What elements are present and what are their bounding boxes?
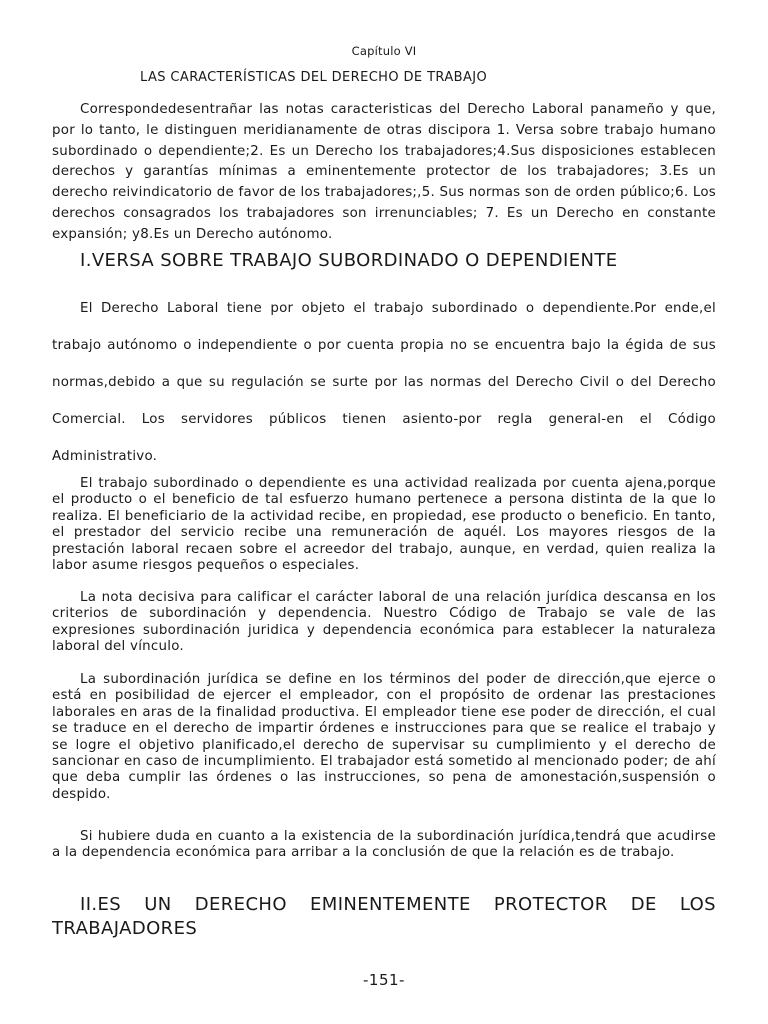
section-heading-1: I.VERSA SOBRE TRABAJO SUBORDINADO O DEPENDIENTE <box>80 250 618 271</box>
chapter-title: LAS CARACTERÍSTICAS DEL DERECHO DE TRABAJO <box>140 70 488 85</box>
chapter-label: Capítulo VI <box>351 44 417 58</box>
section1-paragraph-2: El trabajo subordinado o dependiente es una actividad realizada por cuenta ajena,porque el producto o el beneficio de tal esfuerzo humano pertenece a persona distinta de la que lo realiza. El beneficiario de la actividad recibe, en propiedad, ese producto o beneficio. En tanto, el prestador del servicio recibe una remuneración de aquél. Los mayores riesgos de la prestación laboral recaen sobre el acreedor del trabajo, aunque, en verdad, quien realiza la labor asume riesgos pequeños o especiales. <box>52 476 716 574</box>
section1-paragraph-3: La nota decisiva para calificar el carácter laboral de una relación jurídica descansa en los criterios de subordinación y dependencia. Nuestro Código de Trabajo se vale de las expresiones subordinación juridica y dependencia económica para establecer la naturaleza laboral del vínculo. <box>52 590 716 655</box>
section1-paragraph-5: Si hubiere duda en cuanto a la existencia de la subordinación jurídica,tendrá que acudirse a la dependencia económica para arribar a la conclusión de que la relación es de trabajo. <box>52 829 716 861</box>
intro-paragraph: Correspondedesentrañar las notas caracteristicas del Derecho Laboral panameño y que, por lo tanto, le distinguen meridianamente de otras discipora 1. Versa sobre trabajo humano subordinado o dependiente;2. Es un Derecho los trabajadores;4.Sus disposiciones establecen derechos y garantías mínimas a eminentemente protector de los trabajadores; 3.Es un derecho reivindicatorio de favor de los trabajadores;,5. Sus normas son de orden público;6. Los derechos consagrados los trabajadores son irrenunciables; 7. Es un Derecho en constante expansión; y8.Es un Derecho autónomo. <box>52 102 716 242</box>
section1-paragraph-4: La subordinación jurídica se define en los términos del poder de dirección,que ejerce o está en posibilidad de ejercer el empleador, con el propósito de ordenar las prestaciones laborales en aras de la finalidad productiva. El empleador tiene ese poder de dirección, el cual se traduce en el derecho de impartir órdenes e instrucciones para que se realice el trabajo y se logre el objetivo planificado,el derecho de supervisar su cumplimiento y el derecho de sancionar en caso de incumplimiento. El trabajador está sometido al mencionado poder; de ahí que deba cumplir las órdenes o las instrucciones, so pena de amonestación,suspensión o despido. <box>52 672 716 802</box>
section-heading-2: II.ES UN DERECHO EMINENTEMENTE PROTECTOR DE LOS TRABAJADORES <box>52 894 716 939</box>
section1-paragraph-1: El Derecho Laboral tiene por objeto el trabajo subordinado o dependiente.Por ende,el trabajo autónomo o independiente o por cuenta propia no se encuentra bajo la égida de sus normas,debido a que su regulación se surte por las normas del Derecho Civil o del Derecho Comercial. Los servidores públicos tienen asiento-por regla general-en el Código Administrativo. <box>52 301 716 464</box>
page-number: -151- <box>363 971 405 989</box>
